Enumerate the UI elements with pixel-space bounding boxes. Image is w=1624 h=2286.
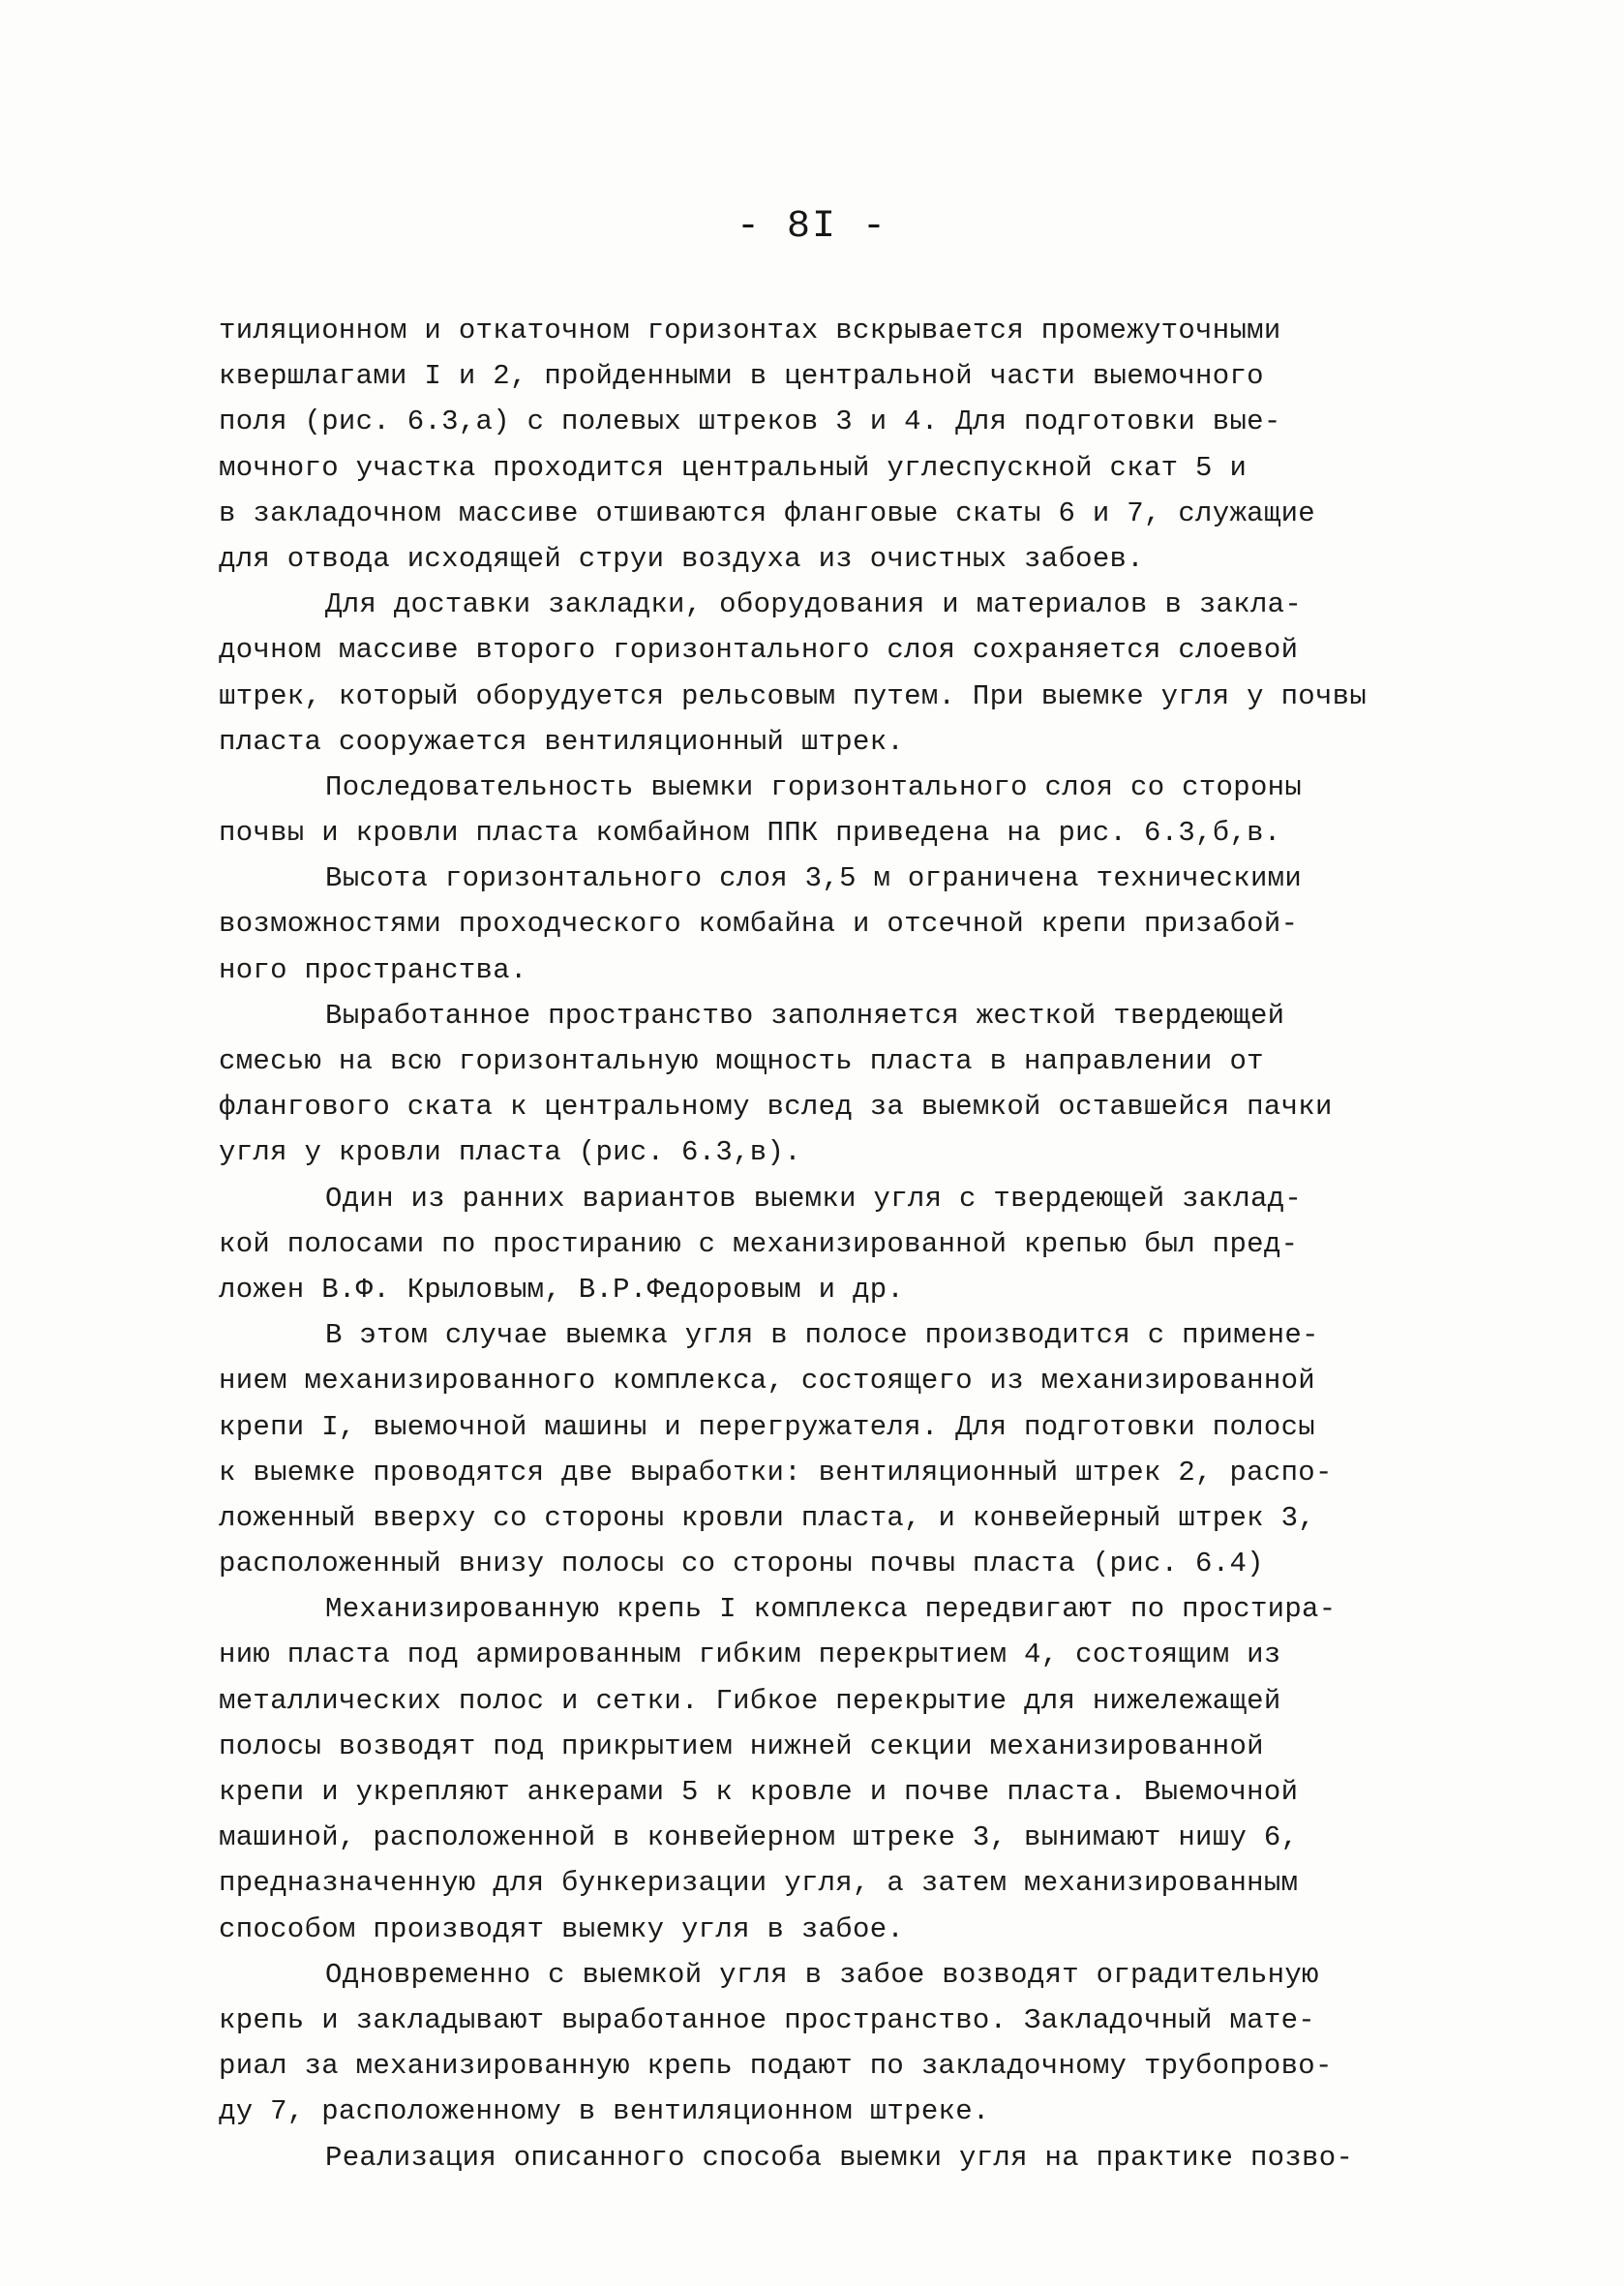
text-line: Высота горизонтального слоя 3,5 м ограничена техническими [325, 862, 1303, 895]
text-line: угля у кровли пласта (рис. 6.3,в). [219, 1136, 801, 1169]
text-line: крепи I, выемочной машины и перегружателя. Для подготовки полосы [219, 1410, 1315, 1443]
text-line: крепи и укрепляют анкерами 5 к кровле и почве пласта. Выемочной [219, 1776, 1299, 1808]
text-line: флангового ската к центральному вслед за выемкой оставшейся пачки [219, 1091, 1333, 1124]
text-line: крепь и закладывают выработанное пространство. Закладочный мате- [219, 2003, 1315, 2036]
body-text [219, 308, 1429, 2205]
text-line: риал за механизированную крепь подают по закладочному трубопрово- [219, 2050, 1333, 2083]
text-line: возможностями проходческого комбайна и отсечной крепи призабой- [219, 908, 1299, 941]
text-line: смесью на всю горизонтальную мощность пласта в направлении от [219, 1045, 1264, 1077]
text-line: металлических полос и сетки. Гибкое перекрытие для нижележащей [219, 1684, 1281, 1717]
text-line: ложен В.Ф. Крыловым, В.Р.Федоровым и др. [219, 1273, 905, 1306]
text-line: Выработанное пространство заполняется жесткой твердеющей [325, 999, 1285, 1032]
text-line: дочном массиве второго горизонтального слоя сохраняется слоевой [219, 634, 1299, 667]
text-line: ложенный вверху со стороны кровли пласта, и конвейерный штрек 3, [219, 1501, 1315, 1534]
text-line: предназначенную для бункеризации угля, а затем механизированным [219, 1867, 1299, 1900]
text-line: Механизированную крепь I комплекса передвигают по простира- [325, 1593, 1337, 1626]
text-line: кой полосами по простиранию с механизированной крепью был пред- [219, 1227, 1299, 1260]
text-line: нию пласта под армированным гибким перекрытием 4, состоящим из [219, 1639, 1281, 1671]
text-line: способом производят выемку угля в забое. [219, 1912, 905, 1945]
text-line: почвы и кровли пласта комбайном ППК приведена на рис. 6.3,б,в. [219, 817, 1281, 850]
text-line: Последовательность выемки горизонтального слоя со стороны [325, 770, 1303, 803]
text-line: в закладочном массиве отшиваются фланговые скаты 6 и 7, служащие [219, 496, 1315, 529]
text-line: полосы возводят под прикрытием нижней секции механизированной [219, 1730, 1264, 1762]
text-line: Один из ранних вариантов выемки угля с твердеющей заклад- [325, 1182, 1303, 1215]
text-line: поля (рис. 6.3,а) с полевых штреков 3 и 4. Для подготовки вые- [219, 406, 1281, 438]
text-line: Одновременно с выемкой угля в забое возводят оградительную [325, 1958, 1319, 1991]
text-line: к выемке проводятся две выработки: вентиляционный штрек 2, распо- [219, 1456, 1333, 1489]
text-line: штрек, который оборудуется рельсовым путем. При выемке угля у почвы [219, 679, 1368, 712]
text-line: для отвода исходящей струи воздуха из очистных забоев. [219, 542, 1144, 575]
text-line: Для доставки закладки, оборудования и материалов в закла- [325, 588, 1303, 621]
text-line: машиной, расположенной в конвейерном штреке 3, вынимают нишу 6, [219, 1821, 1299, 1854]
text-line: пласта сооружается вентиляционный штрек. [219, 725, 905, 758]
page-number: - 8I - [736, 205, 888, 249]
text-line: В этом случае выемка угля в полосе производится с примене- [325, 1319, 1319, 1352]
text-line: квершлагами I и 2, пройденными в центральной части выемочного [219, 360, 1264, 393]
text-line: ду 7, расположенному в вентиляционном штреке. [219, 2095, 990, 2128]
text-line: Реализация описанного способа выемки угля на практике позво- [325, 2141, 1354, 2174]
text-line: нием механизированного комплекса, состоящего из механизированной [219, 1365, 1315, 1398]
text-line: расположенный внизу полосы со стороны почвы пласта (рис. 6.4) [219, 1548, 1264, 1580]
text-line: ного пространства. [219, 953, 527, 986]
text-line: тиляционном и откаточном горизонтах вскрывается промежуточными [219, 315, 1281, 346]
text-line: мочного участка проходится центральный углеспускной скат 5 и [219, 451, 1248, 484]
